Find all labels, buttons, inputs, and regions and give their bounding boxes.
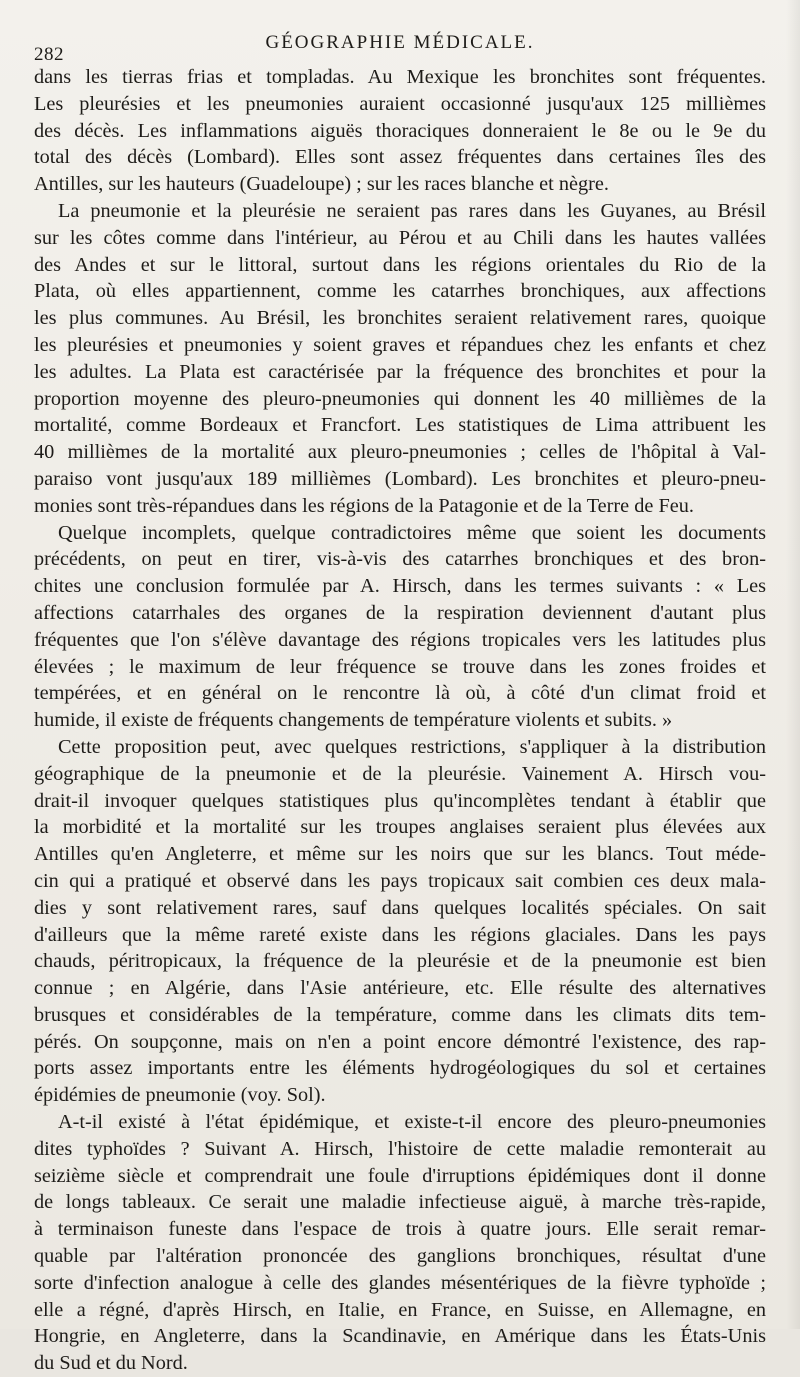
text-line: dans les tierras frias et tompladas. Au Mexique les bronchites sont fréquentes.: [34, 66, 766, 88]
text-line: de longs tableaux. Ce serait une maladie infectieuse aiguë, à marche très-rapide,: [34, 1191, 766, 1214]
text-line: sur les côtes comme dans l'intérieur, au Pérou et au Chili dans les hautes vallées: [34, 226, 766, 249]
text-line: proportion moyenne des pleuro-pneumonies qui donnent les 40 millièmes de la: [34, 387, 766, 410]
text-line: élevées ; le maximum de leur fréquence se trouve dans les zones froides et: [34, 655, 766, 678]
text-line: chites une conclusion formulée par A. Hirsch, dans les termes suivants : « Les: [34, 575, 766, 598]
text-line: dites typhoïdes ? Suivant A. Hirsch, l'histoire de cette maladie remonterait au: [34, 1137, 766, 1160]
text-line: ports assez importants entre les éléments hydrogéologiques du sol et certaines: [34, 1057, 766, 1080]
text-line: tempérées, et en général on le rencontre là où, à côté d'un climat froid et: [34, 682, 766, 705]
text-line: épidémies de pneumonie (voy. Sol).: [34, 1084, 326, 1107]
text-line: Quelque incomplets, quelque contradictoires même que soient les documents: [58, 521, 766, 544]
text-line: fréquentes que l'on s'élève davantage des régions tropicales vers les latitudes plus: [34, 628, 766, 651]
text-line: brusques et considérables de la température, comme dans les climats dits tem-: [34, 1003, 766, 1026]
text-line: seizième siècle et comprendrait une foule d'irruptions épidémiques dont il donne: [34, 1164, 766, 1187]
text-line: quable par l'altération prononcée des ganglions bronchiques, résultat d'une: [34, 1245, 766, 1268]
text-line: La pneumonie et la pleurésie ne seraient pas rares dans les Guyanes, au Brésil: [58, 199, 766, 222]
text-line: précédents, on peut en tirer, vis-à-vis des catarrhes bronchiques et des bron-: [34, 548, 766, 571]
text-line: mortalité, comme Bordeaux et Francfort. Les statistiques de Lima attribuent les: [34, 414, 766, 437]
text-line: monies sont très-répandues dans les régions de la Patagonie et de la Terre de Feu.: [34, 494, 694, 517]
text-line: humide, il existe de fréquents changements de température violents et subits. »: [34, 709, 673, 732]
text-line: les adultes. La Plata est caractérisée par la fréquence des bronchites et pour la: [34, 360, 766, 383]
text-line: Cette proposition peut, avec quelques restrictions, s'appliquer à la distribution: [58, 735, 766, 758]
text-line: Plata, où elles appartiennent, comme les catarrhes bronchiques, aux affections: [34, 280, 766, 303]
text-line: 40 millièmes de la mortalité aux pleuro-pneumonies ; celles de l'hôpital à Val-: [34, 441, 766, 464]
text-line: des Andes et sur le littoral, surtout dans les régions orientales du Rio de la: [34, 253, 766, 276]
text-line: les pleurésies et pneumonies y soient graves et répandues chez les enfants et chez: [34, 333, 766, 356]
text-line: les plus communes. Au Brésil, les bronchites seraient relativement rares, quoique: [34, 307, 766, 330]
text-line: connue ; en Algérie, dans l'Asie antérieure, etc. Elle résulte des alternatives: [34, 977, 766, 1000]
body-text: [34, 64, 766, 1377]
text-line: Antilles qu'en Angleterre, et même sur les noirs que sur les blancs. Tout méde-: [34, 843, 766, 866]
text-line: elle a régné, d'après Hirsch, en Italie, en France, en Suisse, en Allemagne, en: [34, 1298, 766, 1321]
page-number: 282: [34, 44, 64, 65]
text-line: Antilles, sur les hauteurs (Guadeloupe) ; sur les races blanche et nègre.: [34, 173, 609, 196]
text-line: géographique de la pneumonie et de la pleurésie. Vainement A. Hirsch vou-: [34, 762, 766, 785]
text-line: Hongrie, en Angleterre, dans la Scandinavie, en Amérique dans les États-Unis: [34, 1325, 766, 1348]
text-line: drait-il invoquer quelques statistiques plus qu'incomplètes tendant à établir que: [34, 789, 766, 812]
text-line: pérés. On soupçonne, mais on n'en a point encore démontré l'existence, des rap-: [34, 1030, 766, 1053]
text-line: total des décès (Lombard). Elles sont assez fréquentes dans certaines îles des: [34, 146, 766, 169]
text-line: dies y sont relativement rares, sauf dans quelques localités spéciales. On sait: [34, 896, 766, 919]
text-line: la morbidité et la mortalité sur les troupes anglaises seraient plus élevées aux: [34, 816, 766, 839]
page-header: [34, 30, 766, 65]
text-line: des décès. Les inflammations aiguës thoraciques donneraient le 8e ou le 9e du: [34, 119, 766, 142]
text-line: du Sud et du Nord.: [34, 1352, 188, 1375]
text-line: A-t-il existé à l'état épidémique, et existe-t-il encore des pleuro-pneumonies: [58, 1111, 766, 1134]
text-line: affections catarrhales des organes de la respiration deviennent d'autant plus: [34, 601, 766, 624]
running-title: GÉOGRAPHIE MÉDICALE.: [265, 32, 535, 53]
text-line: sorte d'infection analogue à celle des glandes mésentériques de la fièvre typhoïde ;: [34, 1271, 766, 1294]
text-line: à terminaison funeste dans l'espace de trois à quatre jours. Elle serait remar-: [34, 1218, 766, 1241]
text-line: Les pleurésies et les pneumonies auraient occasionné jusqu'aux 125 millièmes: [34, 92, 766, 115]
text-line: d'ailleurs que la même rareté existe dans les régions glaciales. Dans les pays: [34, 923, 766, 946]
text-line: cin qui a pratiqué et observé dans les pays tropicaux sait combien ces deux mala-: [34, 869, 766, 892]
text-line: chauds, péritropicaux, la fréquence de la pleurésie et de la pneumonie est bien: [34, 950, 766, 973]
text-line: paraiso vont jusqu'aux 189 millièmes (Lombard). Les bronchites et pleuro-pneu-: [34, 467, 766, 490]
